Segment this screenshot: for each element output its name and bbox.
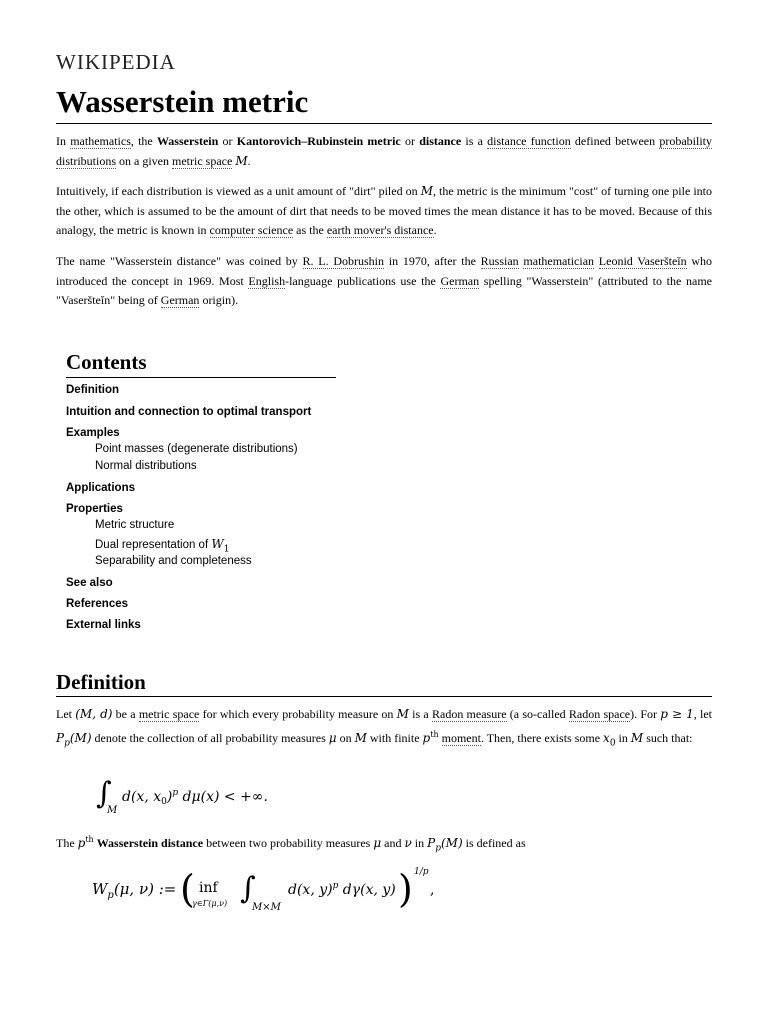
toc-item-examples[interactable]: Examples: [66, 427, 120, 439]
svg-text:d(x, x0)p dμ(x) < +∞.: d(x, $x_0)^p$ dμ(x) < +∞.: [122, 788, 268, 807]
toc-item-point-masses[interactable]: Point masses (degenerate distributions): [95, 443, 298, 455]
section-heading-definition: Definition: [56, 670, 712, 697]
definition-paragraph: Let (M, d) be a metric space for which every probability measure on M is a Radon measure (a so-called Radon space). For p ≥ 1, let $P_p(M)$ denote the collection of all probability measures μ on M with finite $p^{th}$ moment. Then, there exists some $x_0$ in M such that:: [56, 707, 712, 748]
svg-text:γ∈Γ(μ,ν): γ∈Γ(μ,ν): [192, 899, 228, 908]
link-distance-function[interactable]: distance function: [487, 134, 571, 148]
toc-item-applications[interactable]: Applications: [66, 482, 136, 494]
formula-wasserstein-distance: [92, 860, 492, 924]
wikipedia-logo[interactable]: [56, 49, 176, 75]
svg-text:,: ,: [430, 882, 435, 898]
svg-text:M×M: M×M: [252, 902, 281, 913]
svg-text:1/p: 1/p: [414, 867, 429, 877]
formula-finite-moment-render: [94, 775, 304, 815]
toc-item-external-links[interactable]: External links: [66, 619, 141, 631]
toc-item-definition[interactable]: Definition: [66, 384, 120, 396]
svg-text:(: (: [180, 867, 195, 911]
svg-text:M: M: [107, 805, 118, 815]
toc-item-separability[interactable]: Separability and completeness: [95, 555, 252, 567]
toc-item-intuition[interactable]: Intuition and connection to optimal transport: [66, 406, 312, 418]
link-computer-science[interactable]: computer science: [209, 223, 294, 238]
link-english[interactable]: English: [248, 273, 286, 288]
formula-wasserstein-render: [92, 860, 492, 920]
svg-text:∫: ∫: [96, 776, 112, 811]
naming-paragraph: The name "Wasserstein distance" was coined by R. L. Dobrushin in 1970, after the Russian mathematician Leonid Vaseršteĭn who introduced the concept in 1969. Most English-language publications use the German spelling "Wasserstein" (attributed to the name "Vaseršteĭn" being of German origin).: [56, 254, 713, 308]
link-probability-distributions[interactable]: probability distributions: [56, 134, 712, 168]
link-moment[interactable]: moment: [441, 730, 481, 745]
svg-text:d(x, y)p dγ(x, y): d(x, y)$^p$ dγ(x, y): [288, 881, 396, 898]
toc-item-dual-representation[interactable]: Dual representation of $W_1$: [95, 537, 230, 555]
toc-item-references[interactable]: References: [66, 598, 129, 610]
svg-text:∫: ∫: [240, 871, 256, 906]
link-mathematics[interactable]: mathematics: [70, 134, 131, 148]
svg-text:): ): [398, 867, 413, 911]
page-title: Wasserstein metric: [56, 84, 712, 124]
link-metric-space-2[interactable]: metric space: [138, 707, 200, 721]
svg-text:inf: inf: [199, 880, 218, 896]
link-metric-space[interactable]: metric space: [172, 153, 233, 168]
link-earth-movers-distance[interactable]: earth mover's distance: [326, 223, 434, 238]
formula-finite-moment: [94, 775, 304, 819]
svg-text:Wp(μ, ν) :=: $W_p(\mu$, ν) :=: [92, 880, 177, 901]
intro-paragraph: In mathematics, the Wasserstein or Kantorovich–Rubinstein metric or distance is a distance function defined between probability distributions on a given metric space M.: [56, 134, 712, 168]
link-vaserstein[interactable]: Leonid Vaseršteĭn: [598, 254, 687, 268]
toc-item-metric-structure[interactable]: Metric structure: [95, 519, 175, 531]
link-german-2[interactable]: German: [160, 293, 200, 308]
toc-item-normal-distributions[interactable]: Normal distributions: [95, 460, 197, 472]
link-german[interactable]: German: [440, 273, 480, 288]
wasserstein-definition-sentence: The $p^{th}$ Wasserstein distance between two probability measures μ and ν in $P_p(M)$ is defined as: [56, 835, 526, 854]
link-dobrushin[interactable]: R. L. Dobrushin: [302, 254, 385, 268]
brand-text: WIKIPEDIA: [56, 50, 176, 74]
toc-item-see-also[interactable]: See also: [66, 577, 113, 589]
toc-heading: Contents: [66, 350, 336, 378]
link-radon-space[interactable]: Radon space: [568, 707, 631, 721]
link-mathematician[interactable]: mathematician: [523, 254, 595, 268]
toc-item-properties[interactable]: Properties: [66, 503, 123, 515]
table-of-contents: [66, 350, 346, 631]
intuition-paragraph: Intuitively, if each distribution is viewed as a unit amount of "dirt" piled on M, the metric is the minimum "cost" of turning one pile into the other, which is assumed to be the amount of dirt that needs to be moved times the mean distance it has to be moved. Because of this analogy, the metric is known in computer science as the earth mover's distance.: [56, 184, 713, 238]
link-radon-measure[interactable]: Radon measure: [431, 707, 507, 721]
link-russian[interactable]: Russian: [480, 254, 519, 268]
